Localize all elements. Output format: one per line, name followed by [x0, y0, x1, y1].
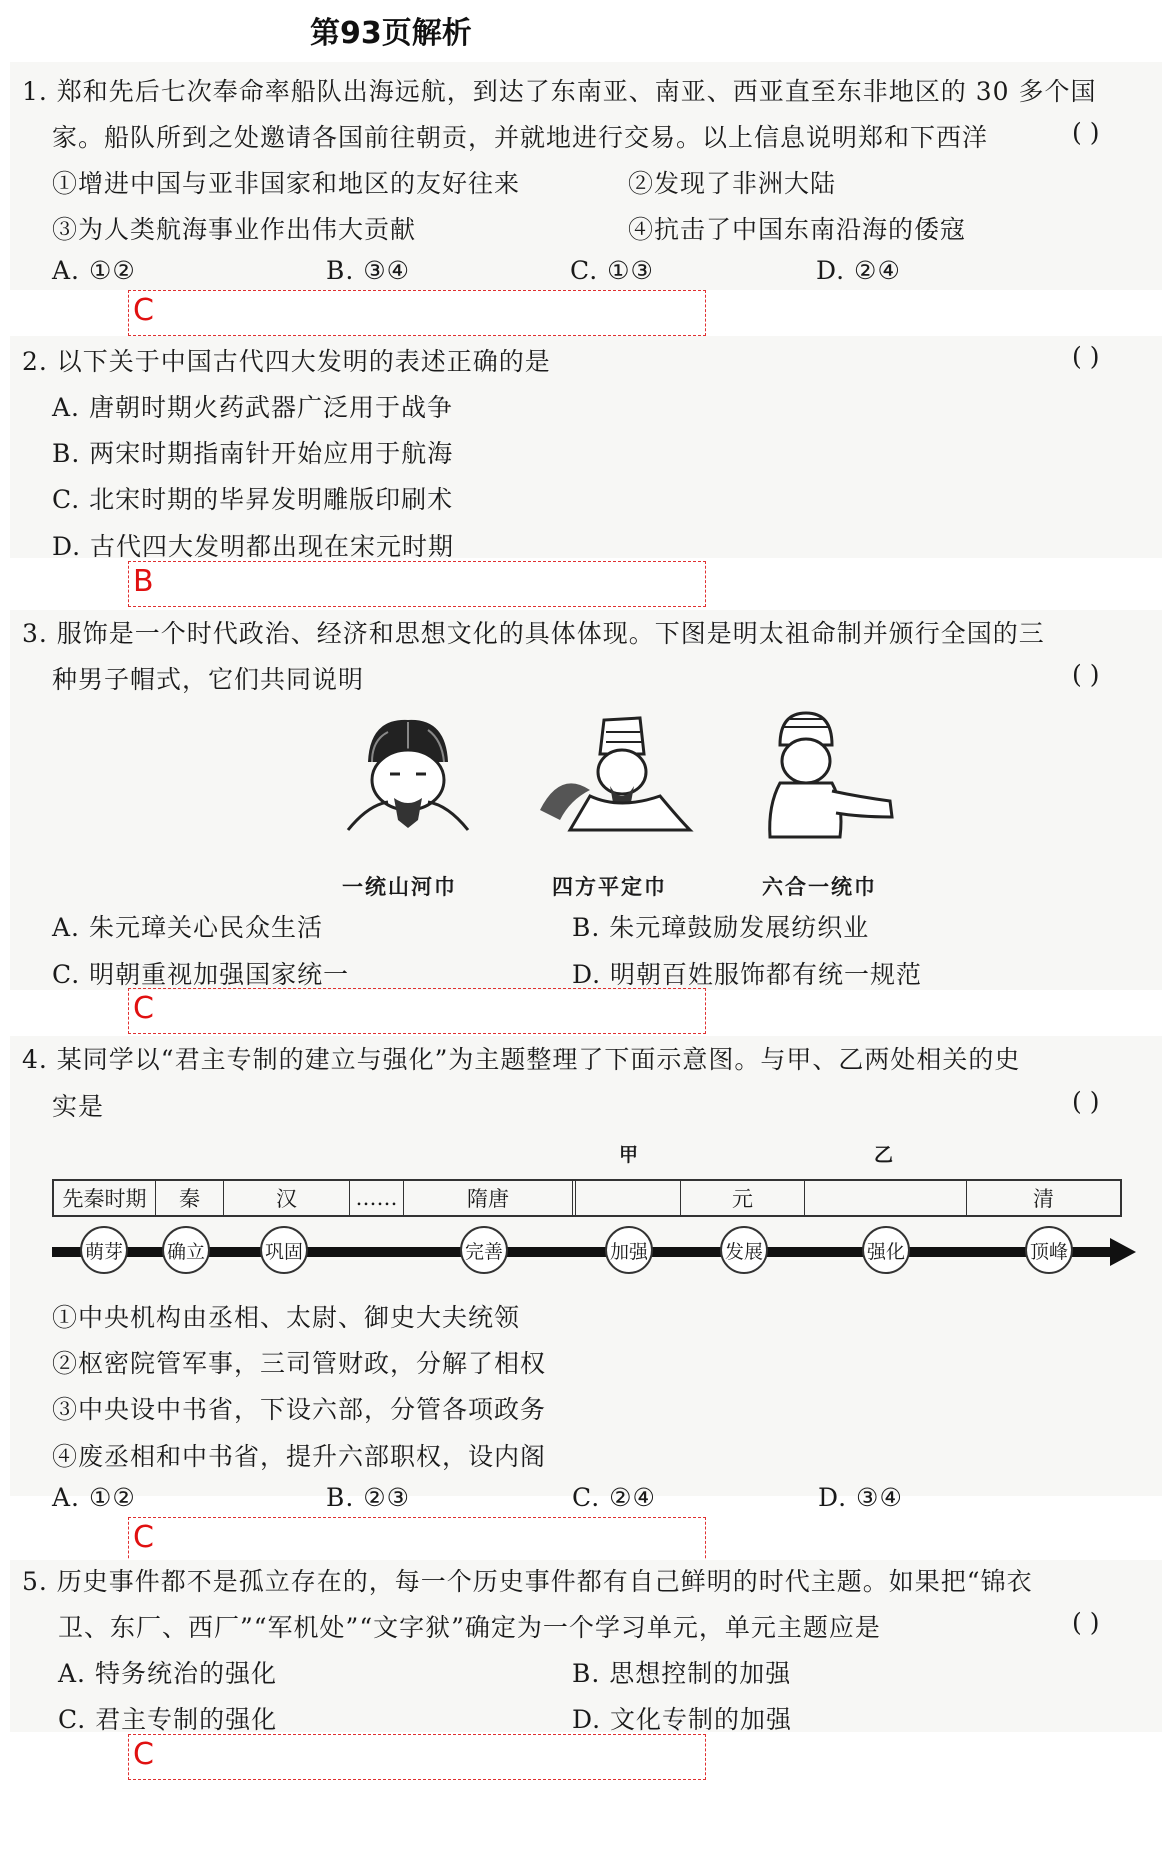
q4-item-3: ③中央设中书省，下设六部，分管各项政务 — [52, 1395, 547, 1424]
q3-answer-box — [128, 988, 706, 1034]
q4-option-d: D. ③④ — [818, 1483, 903, 1512]
timeline-arrow-bar — [52, 1247, 1114, 1257]
q3-answer-paren: ( ) — [1072, 660, 1100, 689]
stage-node: 萌芽 — [80, 1226, 128, 1274]
q5-stem-line1: 5. 历史事件都不是孤立存在的，每一个历史事件都有自己鲜明的时代主题。如果把“锦衣 — [22, 1567, 1033, 1596]
q4-item-4: ④废丞相和中书省，提升六部职权，设内阁 — [52, 1442, 547, 1471]
q1-item-1: ①增进中国与亚非国家和地区的友好往来 — [52, 169, 521, 198]
q3-answer: C — [133, 991, 154, 1026]
q3-option-a: A. 朱元璋关心民众生活 — [52, 913, 323, 942]
timeline-periods — [52, 1179, 1122, 1217]
page-title: 第93页解析 — [310, 16, 472, 51]
q5-answer: C — [133, 1737, 154, 1772]
q1-item-3: ③为人类航海事业作出伟大贡献 — [52, 215, 417, 244]
hat-caption-2: 四方平定巾 — [552, 875, 667, 899]
q1-answer-box — [128, 290, 706, 336]
hat-caption-3: 六合一统巾 — [762, 875, 877, 899]
period-cell: 汉 — [224, 1181, 350, 1215]
q1-item-2: ②发现了非洲大陆 — [628, 169, 837, 198]
stage-node: 加强 — [605, 1226, 653, 1274]
period-cell — [576, 1181, 681, 1215]
q4-option-b: B. ②③ — [326, 1483, 411, 1512]
q5-stem-line2: 卫、东厂、西厂”“军机处”“文字狱”确定为一个学习单元，单元主题应是 — [58, 1613, 881, 1642]
q2-option-b: B. 两宋时期指南针开始应用于航海 — [52, 439, 454, 468]
hat-illustration-3 — [740, 705, 900, 840]
q4-answer: C — [133, 1520, 154, 1555]
stage-node: 强化 — [862, 1226, 910, 1274]
q4-answer-paren: ( ) — [1072, 1087, 1100, 1116]
stage-node: 巩固 — [260, 1226, 308, 1274]
q2-stem: 2. 以下关于中国古代四大发明的表述正确的是 — [22, 347, 551, 376]
q1-answer: C — [133, 293, 154, 328]
q5-answer-box — [128, 1734, 706, 1780]
period-cell: 隋唐 — [404, 1181, 576, 1215]
timeline-marker-jia: 甲 — [619, 1144, 639, 1166]
q4-option-a: A. ①② — [52, 1483, 136, 1512]
q4-item-1: ①中央机构由丞相、太尉、御史大夫统领 — [52, 1303, 521, 1332]
q1-option-a: A. ①② — [52, 256, 136, 285]
q3-stem-line1: 3. 服饰是一个时代政治、经济和思想文化的具体体现。下图是明太祖命制并颁行全国的三 — [22, 619, 1045, 648]
q4-stem-line1: 4. 某同学以“君主专制的建立与强化”为主题整理了下面示意图。与甲、乙两处相关的史 — [22, 1045, 1021, 1074]
hat-caption-1: 一统山河巾 — [342, 875, 457, 899]
stage-node: 确立 — [162, 1226, 210, 1274]
q1-stem-line1: 1. 郑和先后七次奉命率船队出海远航，到达了东南亚、南亚、西亚直至东非地区的 30 多个国 — [22, 77, 1097, 106]
q2-answer-paren: ( ) — [1072, 342, 1100, 371]
q1-answer-paren: ( ) — [1072, 118, 1100, 147]
timeline-arrow-head — [1110, 1238, 1136, 1266]
timeline-marker-yi: 乙 — [874, 1144, 894, 1166]
q2-answer-box — [128, 561, 706, 607]
hat-illustration-1 — [328, 710, 478, 835]
q1-item-4: ④抗击了中国东南沿海的倭寇 — [628, 215, 967, 244]
q3-option-c: C. 明朝重视加强国家统一 — [52, 960, 350, 989]
period-cell: 秦 — [156, 1181, 224, 1215]
q5-option-a: A. 特务统治的强化 — [58, 1659, 277, 1688]
period-cell: 先秦时期 — [54, 1181, 156, 1215]
q5-option-d: D. 文化专制的加强 — [572, 1705, 793, 1734]
stage-node: 发展 — [720, 1226, 768, 1274]
q2-answer: B — [133, 564, 154, 599]
q4-stem-line2: 实是 — [52, 1092, 105, 1121]
q5-option-b: B. 思想控制的加强 — [572, 1659, 792, 1688]
q4-item-2: ②枢密院管军事，三司管财政，分解了相权 — [52, 1349, 547, 1378]
q2-option-d: D. 古代四大发明都出现在宋元时期 — [52, 532, 455, 561]
q2-option-c: C. 北宋时期的毕昇发明雕版印刷术 — [52, 485, 454, 514]
period-cell: …… — [350, 1181, 404, 1215]
q5-answer-paren: ( ) — [1072, 1608, 1100, 1637]
period-cell: 清 — [1033, 1187, 1054, 1211]
stage-node: 顶峰 — [1025, 1226, 1073, 1274]
q5-option-c: C. 君主专制的强化 — [58, 1705, 278, 1734]
q2-option-a: A. 唐朝时期火药武器广泛用于战争 — [52, 393, 453, 422]
q3-option-d: D. 明朝百姓服饰都有统一规范 — [572, 960, 923, 989]
period-cell: 元 — [681, 1181, 805, 1215]
q1-stem-line2: 家。船队所到之处邀请各国前往朝贡，并就地进行交易。以上信息说明郑和下西洋 — [52, 123, 989, 152]
hat-illustration-2 — [530, 710, 700, 835]
q3-stem-line2: 种男子帽式，它们共同说明 — [52, 665, 365, 694]
q1-option-d: D. ②④ — [816, 256, 901, 285]
stage-node: 完善 — [460, 1226, 508, 1274]
q1-option-c: C. ①③ — [570, 256, 654, 285]
q1-option-b: B. ③④ — [326, 256, 411, 285]
q3-option-b: B. 朱元璋鼓励发展纺织业 — [572, 913, 870, 942]
period-cell — [805, 1181, 967, 1215]
q4-answer-box — [128, 1517, 706, 1563]
q4-option-c: C. ②④ — [572, 1483, 656, 1512]
